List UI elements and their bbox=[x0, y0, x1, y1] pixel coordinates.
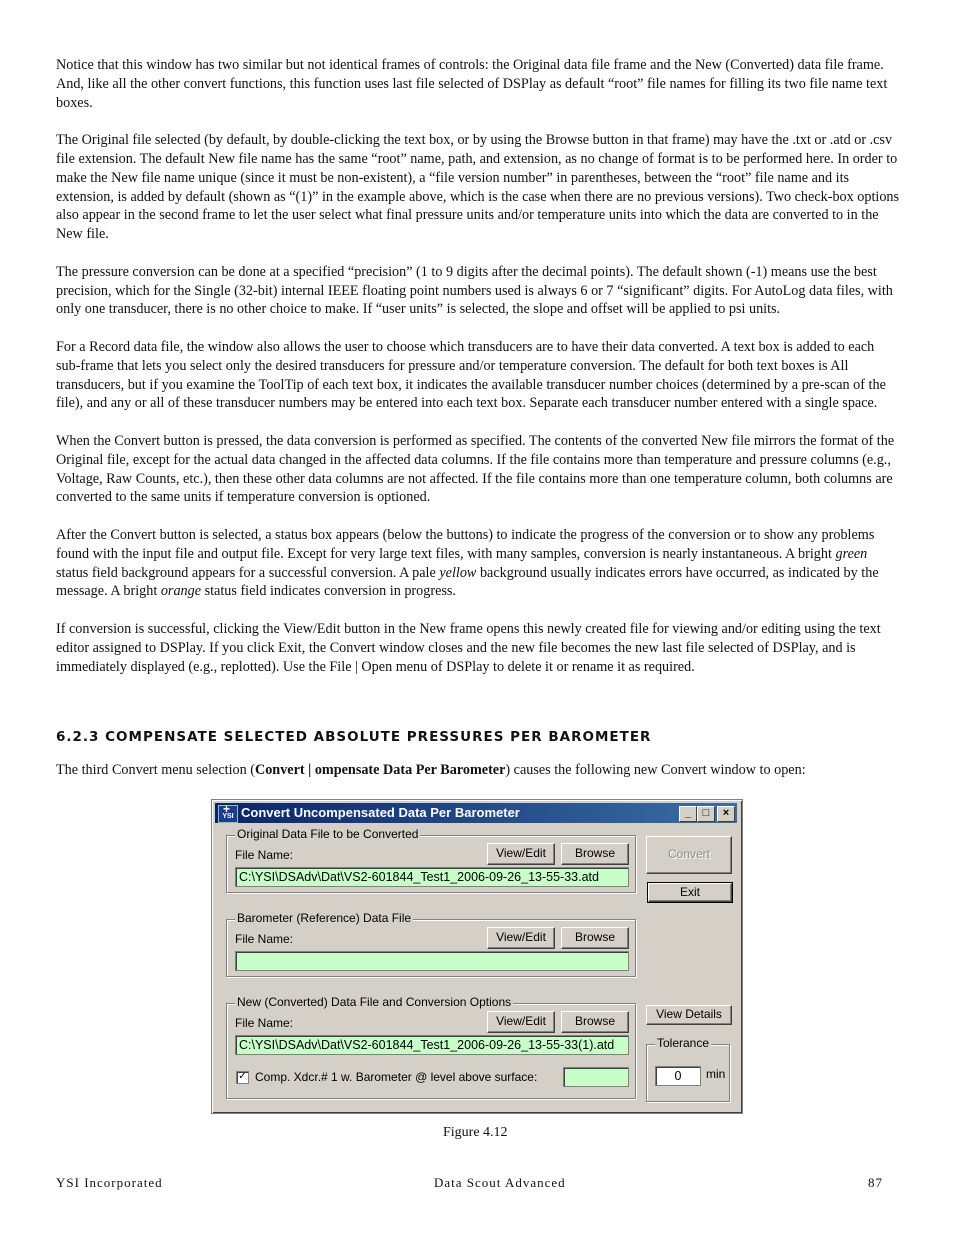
paragraph-success: If conversion is successful, clicking the View/Edit button in the New frame opens this newly created file for viewing and/or editing using the text editor assigned to DSPlay. If you click Exit, the Convert window closes and the new file becomes the new last file selected of DSPlay, and is immediately displayed (e.g., replotted). Use the File | Open menu of DSPlay to delete it or rename it as required. bbox=[56, 620, 881, 675]
tolerance-input[interactable]: 0 bbox=[655, 1066, 701, 1086]
paragraph-status bbox=[56, 526, 900, 601]
figure-caption: Figure 4.12 bbox=[443, 1125, 508, 1140]
original-browse-button[interactable]: Browse bbox=[561, 843, 629, 865]
new-view-edit-button[interactable]: View/Edit bbox=[487, 1011, 555, 1033]
minimize-button[interactable]: _ bbox=[679, 806, 697, 822]
paragraph-frames: Notice that this window has two similar but not identical frames of controls: the Original data file frame and the New (Converted) data file frame. And, like all the other convert functions, this function uses last file selected of DSPlay as default “root” file names for filling its two file name text boxes. bbox=[56, 57, 888, 111]
new-file-label: File Name: bbox=[235, 1016, 294, 1030]
body-text-top bbox=[56, 56, 900, 695]
new-file-frame bbox=[226, 995, 636, 1099]
original-view-edit-button[interactable]: View/Edit bbox=[487, 843, 555, 865]
close-button[interactable]: × bbox=[717, 806, 735, 822]
original-frame-legend: Original Data File to be Converted bbox=[237, 827, 419, 841]
exit-button[interactable]: Exit bbox=[648, 883, 732, 902]
level-above-surface-input[interactable] bbox=[563, 1067, 629, 1087]
barometer-file-label: File Name: bbox=[235, 932, 294, 946]
compensate-label: Comp. Xdcr.# 1 w. Barometer @ level above surface: bbox=[255, 1070, 538, 1084]
status-text-2: status field background appears for a successful conversion. A pale bbox=[56, 564, 440, 581]
intro-before: The third Convert menu selection ( bbox=[56, 762, 255, 778]
original-file-frame bbox=[226, 827, 636, 893]
barometer-file-input[interactable] bbox=[235, 951, 629, 971]
convert-window bbox=[211, 799, 743, 1114]
original-file-label: File Name: bbox=[235, 848, 294, 862]
intro-menu-path: Convert | ompensate Data Per Barometer bbox=[254, 762, 506, 778]
footer-page-number: 87 bbox=[868, 1175, 883, 1190]
new-frame-legend: New (Converted) Data File and Conversion Options bbox=[237, 995, 512, 1009]
status-green: green bbox=[835, 545, 868, 562]
barometer-view-edit-button[interactable]: View/Edit bbox=[487, 927, 555, 949]
status-orange: orange bbox=[160, 583, 202, 600]
maximize-button[interactable]: □ bbox=[697, 806, 715, 822]
footer-company: YSI Incorporated bbox=[56, 1175, 163, 1190]
new-browse-button[interactable]: Browse bbox=[561, 1011, 629, 1033]
new-file-input[interactable]: C:\YSI\DSAdv\Dat\VS2-601844_Test1_2006-09-26_13-55-33(1).atd bbox=[235, 1035, 629, 1055]
status-text-1: After the Convert button is selected, a status box appears (below the buttons) to indicate the progress of the conversion or to show any problems found with the input file and output file. Except for very large text files, with many samples, conversion is nearly instantaneous. A bright bbox=[56, 526, 875, 562]
barometer-file-frame bbox=[226, 911, 636, 977]
paragraph-convert-button: When the Convert button is pressed, the data conversion is performed as specified. The contents of the converted New file mirrors the format of the Original file, except for the actual data changed in the affected data columns. If the file contains more than temperature and pressure columns (e.g., Voltage, Raw Counts, etc.), then these other data columns are not affected. If the file contains more than one temperature column, both columns are converted to the same units if temperature conversion is optioned. bbox=[56, 432, 895, 506]
original-file-input[interactable]: C:\YSI\DSAdv\Dat\VS2-601844_Test1_2006-09-26_13-55-33.atd bbox=[235, 867, 629, 887]
tolerance-legend: Tolerance bbox=[657, 1036, 710, 1050]
title-bar[interactable] bbox=[215, 803, 737, 823]
tolerance-frame bbox=[646, 1036, 730, 1102]
paragraph-record-file: For a Record data file, the window also allows the user to choose which transducers are to have their data converted. A text box is added to each sub-frame that lets you select only the desired transducers for pressure and/or temperature conversion. The default for both text boxes is All transducers, but if you examine the ToolTip of each text box, it indicates the available transducer number choices (determined by a pre-scan of the file), and any or all of these transducer numbers may be entered into each text box. Separate each transducer number entered with a single space. bbox=[56, 338, 886, 412]
ysi-logo-icon: + YSI bbox=[218, 805, 238, 823]
section-heading: 6.2.3 COMPENSATE SELECTED ABSOLUTE PRESSURES PER BAROMETER bbox=[56, 729, 652, 745]
compensate-checkbox[interactable]: ✓ bbox=[236, 1071, 249, 1084]
intro-after: ) causes the following new Convert window to open: bbox=[505, 762, 806, 778]
footer-product: Data Scout Advanced bbox=[434, 1175, 566, 1190]
window-title: Convert Uncompensated Data Per Barometer bbox=[241, 805, 520, 820]
convert-button[interactable]: Convert bbox=[646, 836, 732, 874]
status-yellow: yellow bbox=[439, 564, 477, 581]
barometer-frame-legend: Barometer (Reference) Data File bbox=[237, 911, 412, 925]
status-text-4: status field indicates conversion in progress. bbox=[201, 583, 456, 600]
tolerance-unit: min bbox=[706, 1067, 726, 1081]
paragraph-precision: The pressure conversion can be done at a specified “precision” (1 to 9 digits after the decimal points). The default shown (-1) means use the best precision, which for the Single (32-bit) internal IEEE floating point numbers used is always 6 or 7 “significant” digits. For AutoLog data files, with only one transducer, there is no other choice to make. If “user units” is selected, the slope and offset will be applied to psi units. bbox=[56, 263, 893, 318]
barometer-browse-button[interactable]: Browse bbox=[561, 927, 629, 949]
paragraph-original-file: The Original file selected (by default, by double-clicking the text box, or by using the Browse button in that frame) may have the .txt or .atd or .csv file extension. The default New file name has the same “root” name, path, and extension, as no change of format is to be performed here. In order to make the New file name unique (since it must be non-existent), a “file version number” in parentheses, between the “root” file name and its extension, is added by default (shown as “(1)” in the example above, which is the case when there are no previous versions). Two check-box options also appear in the second frame to let the user select what final pressure units and/or temperature units into which the data are converted to in the New file. bbox=[56, 132, 900, 243]
view-details-button[interactable]: View Details bbox=[646, 1005, 732, 1025]
intro-line bbox=[56, 762, 916, 779]
status-text-3: background usually indicates errors have occurred, as indicated by the message. A bright bbox=[56, 564, 879, 600]
